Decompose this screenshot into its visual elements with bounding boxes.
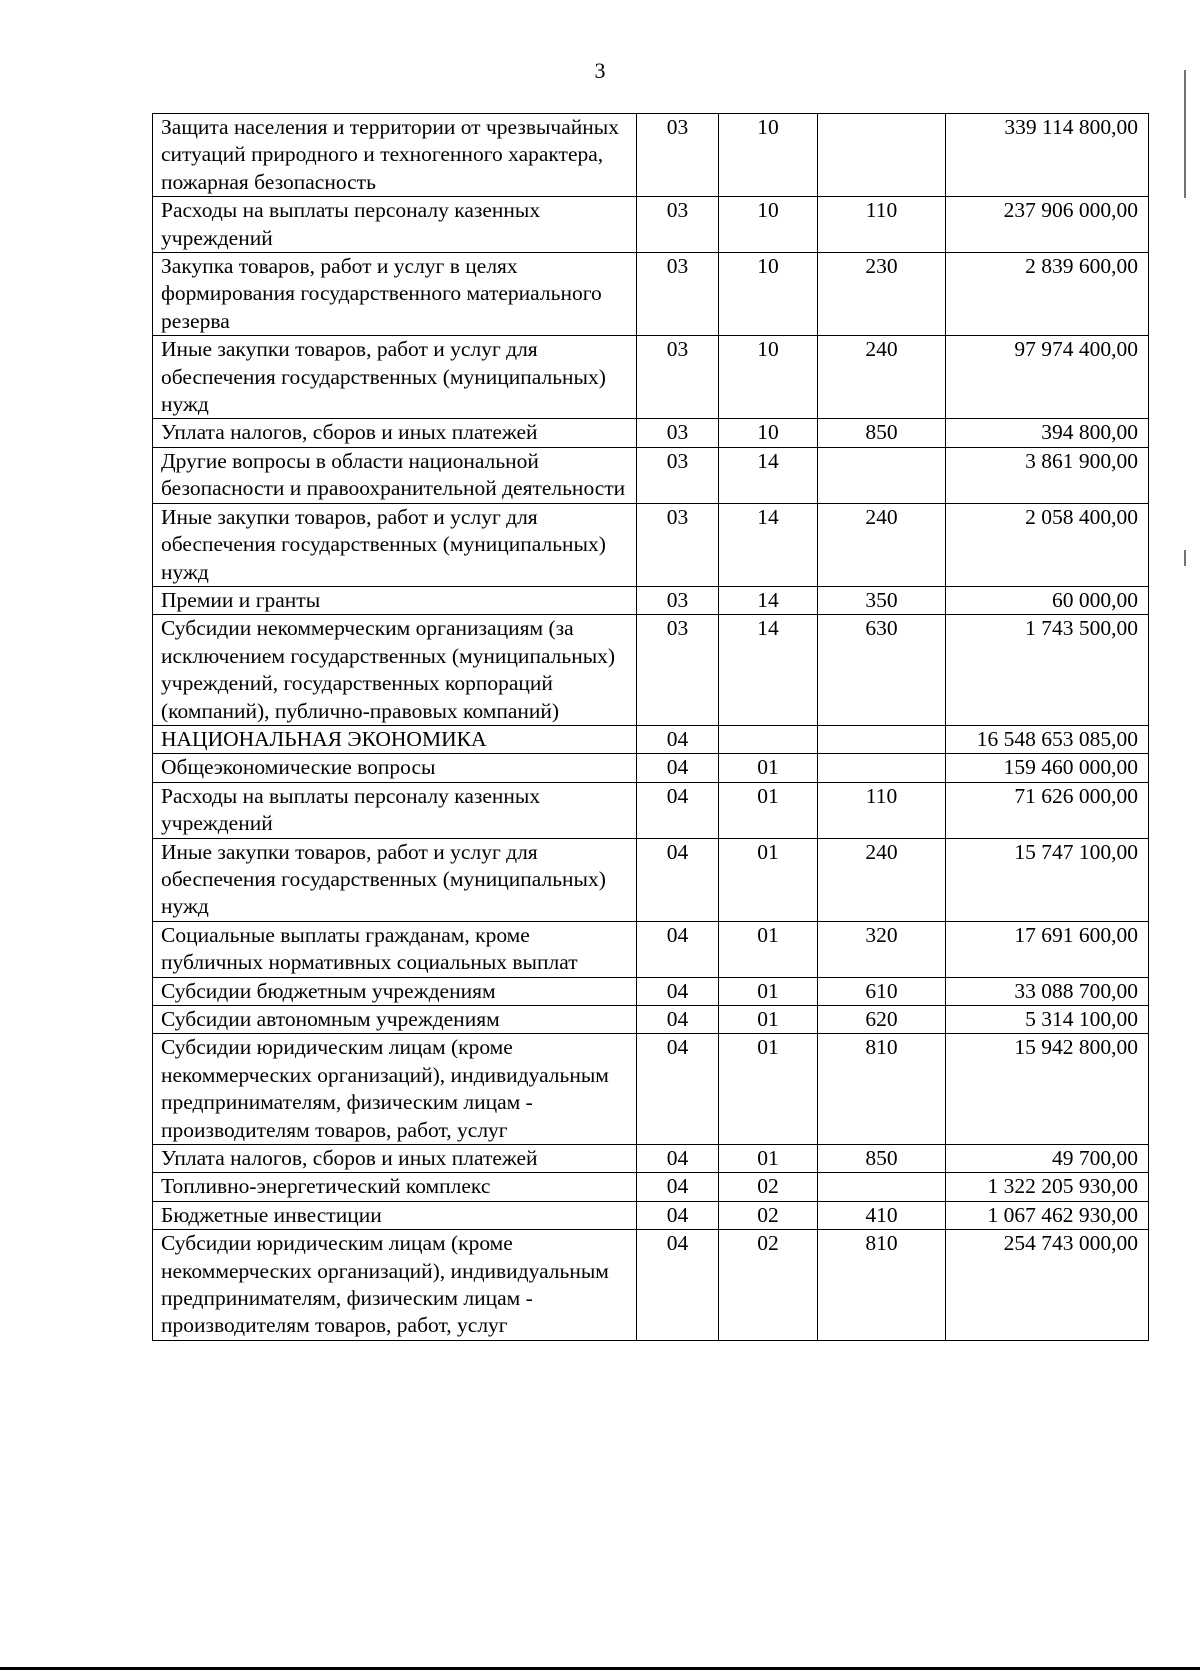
subsection-code-cell: 01: [719, 754, 818, 782]
subsection-code-cell: 01: [719, 977, 818, 1005]
section-code-cell: 04: [637, 1006, 719, 1034]
table-row: [153, 1006, 1149, 1034]
expense-type-code-cell: 610: [818, 977, 946, 1005]
expense-type-code-cell: 810: [818, 1230, 946, 1341]
section-code-cell: 03: [637, 197, 719, 253]
subsection-code-cell: 14: [719, 503, 818, 586]
subsection-code-cell: 14: [719, 586, 818, 614]
amount-cell: 1 743 500,00: [946, 615, 1149, 726]
expense-type-code-cell: 320: [818, 921, 946, 977]
table-row: [153, 921, 1149, 977]
expense-type-code-cell: [818, 114, 946, 197]
expense-name-cell: Общеэкономические вопросы: [153, 754, 637, 782]
section-code-cell: 04: [637, 782, 719, 838]
amount-cell: 2 058 400,00: [946, 503, 1149, 586]
section-code-cell: 04: [637, 754, 719, 782]
expense-type-code-cell: [818, 754, 946, 782]
expense-name-cell: Защита населения и территории от чрезвычайных ситуаций природного и техногенного характера, пожарная безопасность: [153, 114, 637, 197]
table-row: [153, 1201, 1149, 1229]
expense-name-cell: Расходы на выплаты персоналу казенных учреждений: [153, 197, 637, 253]
expense-type-code-cell: 810: [818, 1034, 946, 1145]
expense-name-cell: Субсидии автономным учреждениям: [153, 1006, 637, 1034]
expense-name-cell: Топливно-энергетический комплекс: [153, 1173, 637, 1201]
expense-name-cell: Другие вопросы в области национальной безопасности и правоохранительной деятельности: [153, 447, 637, 503]
amount-cell: 60 000,00: [946, 586, 1149, 614]
table-row: [153, 336, 1149, 419]
table-row: [153, 114, 1149, 197]
expense-type-code-cell: 630: [818, 615, 946, 726]
expense-type-code-cell: 110: [818, 782, 946, 838]
amount-cell: 1 322 205 930,00: [946, 1173, 1149, 1201]
scan-edge-right: [1184, 70, 1186, 1670]
section-code-cell: 03: [637, 615, 719, 726]
section-code-cell: 04: [637, 1201, 719, 1229]
amount-cell: 97 974 400,00: [946, 336, 1149, 419]
section-code-cell: 03: [637, 419, 719, 447]
amount-cell: 15 747 100,00: [946, 838, 1149, 921]
subsection-code-cell: 01: [719, 1034, 818, 1145]
amount-cell: 254 743 000,00: [946, 1230, 1149, 1341]
expense-name-cell: Уплата налогов, сборов и иных платежей: [153, 419, 637, 447]
amount-cell: 237 906 000,00: [946, 197, 1149, 253]
expense-type-code-cell: 230: [818, 253, 946, 336]
section-code-cell: 04: [637, 725, 719, 753]
expense-type-code-cell: [818, 447, 946, 503]
table-row: [153, 503, 1149, 586]
subsection-code-cell: 02: [719, 1201, 818, 1229]
expense-type-code-cell: 110: [818, 197, 946, 253]
table-row: [153, 782, 1149, 838]
table-row: [153, 419, 1149, 447]
expense-name-cell: Расходы на выплаты персоналу казенных учреждений: [153, 782, 637, 838]
table-row: [153, 586, 1149, 614]
table-row: [153, 197, 1149, 253]
section-code-cell: 03: [637, 586, 719, 614]
amount-cell: 15 942 800,00: [946, 1034, 1149, 1145]
amount-cell: 17 691 600,00: [946, 921, 1149, 977]
subsection-code-cell: 10: [719, 114, 818, 197]
budget-table: [152, 113, 1149, 1341]
expense-type-code-cell: 240: [818, 503, 946, 586]
expense-type-code-cell: 410: [818, 1201, 946, 1229]
expense-name-cell: Субсидии юридическим лицам (кроме некоммерческих организаций), индивидуальным предпринимателям, физическим лицам - производителям товаров, работ, услуг: [153, 1230, 637, 1341]
amount-cell: 2 839 600,00: [946, 253, 1149, 336]
subsection-code-cell: 01: [719, 782, 818, 838]
subsection-code-cell: 10: [719, 336, 818, 419]
table-row: [153, 1230, 1149, 1341]
subsection-code-cell: 10: [719, 419, 818, 447]
expense-name-cell: Иные закупки товаров, работ и услуг для обеспечения государственных (муниципальных) нужд: [153, 503, 637, 586]
expense-name-cell: НАЦИОНАЛЬНАЯ ЭКОНОМИКА: [153, 725, 637, 753]
table-row: [153, 447, 1149, 503]
amount-cell: 5 314 100,00: [946, 1006, 1149, 1034]
table-row: [153, 615, 1149, 726]
expense-type-code-cell: 240: [818, 838, 946, 921]
table-row: [153, 725, 1149, 753]
subsection-code-cell: 10: [719, 197, 818, 253]
budget-table-body: [153, 114, 1149, 1341]
subsection-code-cell: 02: [719, 1173, 818, 1201]
table-row: [153, 1034, 1149, 1145]
amount-cell: 49 700,00: [946, 1145, 1149, 1173]
subsection-code-cell: 14: [719, 615, 818, 726]
expense-name-cell: Иные закупки товаров, работ и услуг для обеспечения государственных (муниципальных) нужд: [153, 838, 637, 921]
section-code-cell: 04: [637, 1173, 719, 1201]
expense-name-cell: Субсидии некоммерческим организациям (за исключением государственных (муниципальных) учреждений, государственных корпораций (компаний), публично-правовых компаний): [153, 615, 637, 726]
expense-name-cell: Бюджетные инвестиции: [153, 1201, 637, 1229]
subsection-code-cell: [719, 725, 818, 753]
section-code-cell: 03: [637, 503, 719, 586]
section-code-cell: 04: [637, 1034, 719, 1145]
subsection-code-cell: 01: [719, 838, 818, 921]
expense-type-code-cell: [818, 1173, 946, 1201]
expense-type-code-cell: 240: [818, 336, 946, 419]
section-code-cell: 04: [637, 838, 719, 921]
subsection-code-cell: 01: [719, 1006, 818, 1034]
expense-type-code-cell: 620: [818, 1006, 946, 1034]
section-code-cell: 04: [637, 1230, 719, 1341]
section-code-cell: 03: [637, 447, 719, 503]
amount-cell: 1 067 462 930,00: [946, 1201, 1149, 1229]
amount-cell: 16 548 653 085,00: [946, 725, 1149, 753]
section-code-cell: 03: [637, 114, 719, 197]
amount-cell: 3 861 900,00: [946, 447, 1149, 503]
expense-type-code-cell: [818, 725, 946, 753]
amount-cell: 33 088 700,00: [946, 977, 1149, 1005]
expense-name-cell: Социальные выплаты гражданам, кроме публичных нормативных социальных выплат: [153, 921, 637, 977]
subsection-code-cell: 01: [719, 1145, 818, 1173]
expense-type-code-cell: 850: [818, 419, 946, 447]
subsection-code-cell: 10: [719, 253, 818, 336]
subsection-code-cell: 02: [719, 1230, 818, 1341]
page-number: 3: [594, 58, 606, 83]
table-row: [153, 1173, 1149, 1201]
expense-name-cell: Уплата налогов, сборов и иных платежей: [153, 1145, 637, 1173]
section-code-cell: 04: [637, 977, 719, 1005]
table-row: [153, 253, 1149, 336]
expense-name-cell: Иные закупки товаров, работ и услуг для обеспечения государственных (муниципальных) нужд: [153, 336, 637, 419]
expense-type-code-cell: 350: [818, 586, 946, 614]
expense-name-cell: Закупка товаров, работ и услуг в целях формирования государственного материального резерва: [153, 253, 637, 336]
table-row: [153, 754, 1149, 782]
amount-cell: 71 626 000,00: [946, 782, 1149, 838]
expense-type-code-cell: 850: [818, 1145, 946, 1173]
section-code-cell: 04: [637, 921, 719, 977]
table-row: [153, 1145, 1149, 1173]
expense-name-cell: Премии и гранты: [153, 586, 637, 614]
amount-cell: 339 114 800,00: [946, 114, 1149, 197]
subsection-code-cell: 01: [719, 921, 818, 977]
amount-cell: 159 460 000,00: [946, 754, 1149, 782]
amount-cell: 394 800,00: [946, 419, 1149, 447]
table-row: [153, 838, 1149, 921]
table-row: [153, 977, 1149, 1005]
expense-name-cell: Субсидии бюджетным учреждениям: [153, 977, 637, 1005]
subsection-code-cell: 14: [719, 447, 818, 503]
section-code-cell: 03: [637, 336, 719, 419]
section-code-cell: 04: [637, 1145, 719, 1173]
expense-name-cell: Субсидии юридическим лицам (кроме некоммерческих организаций), индивидуальным предпринимателям, физическим лицам - производителям товаров, работ, услуг: [153, 1034, 637, 1145]
section-code-cell: 03: [637, 253, 719, 336]
